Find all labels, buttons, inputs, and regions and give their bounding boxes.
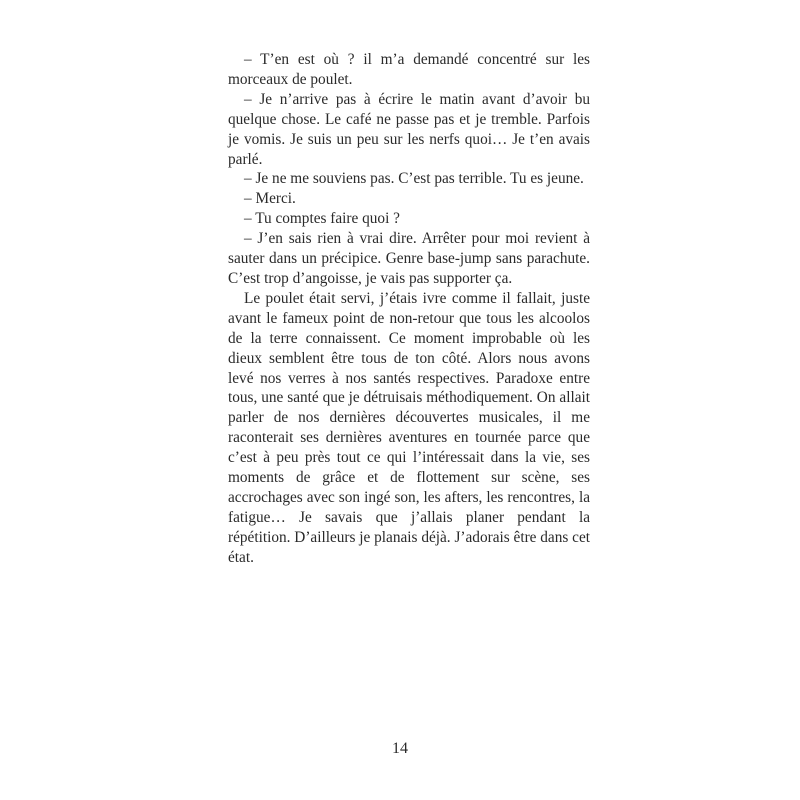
dialogue-paragraph: – Merci. [244, 190, 296, 208]
narrative-paragraph: Le poulet était servi, j’étais ivre comme il fallait, juste avant le fameux point de non-retour que tous les alcoolos de la terre connaissent. Ce moment improbable où les dieux semblent être tous de ton côté. Alors nous avons levé nos verres à nos santés respectives. Paradoxe entre tous, une santé que je détruisais méthodiquement. On allait parler de nos dernières découvertes musicales, il me raconterait ses dernières aventures en tournée parce que c’est à peu près tout ce qui l’intéressait dans la vie, ses moments de grâce et de flottement sur scène, ses accrochages avec son ingé son, les afters, les rencontres, la fatigue… Je savais que j’allais planer pendant la répétition. D’ailleurs je planais déjà. J’adorais être dans cet état. [228, 289, 590, 566]
dialogue-paragraph: – J’en sais rien à vrai dire. Arrêter pour moi revient à sauter dans un précipice. Genre base-jump sans parachute. C’est trop d’angoisse, je vais pas supporter ça. [228, 230, 590, 287]
body-text [228, 50, 590, 568]
dialogue-paragraph: – T’en est où ? il m’a demandé concentré sur les morceaux de poulet. [228, 51, 590, 88]
dialogue-paragraph: – Tu comptes faire quoi ? [244, 210, 400, 228]
page-number: 14 [392, 740, 408, 757]
dialogue-paragraph: – Je ne me souviens pas. C’est pas terrible. Tu es jeune. [244, 170, 584, 188]
dialogue-paragraph: – Je n’arrive pas à écrire le matin avant d’avoir bu quelque chose. Le café ne passe pas et je tremble. Parfois je vomis. Je suis un peu sur les nerfs quoi… Je t’en avais parlé. [228, 90, 590, 168]
